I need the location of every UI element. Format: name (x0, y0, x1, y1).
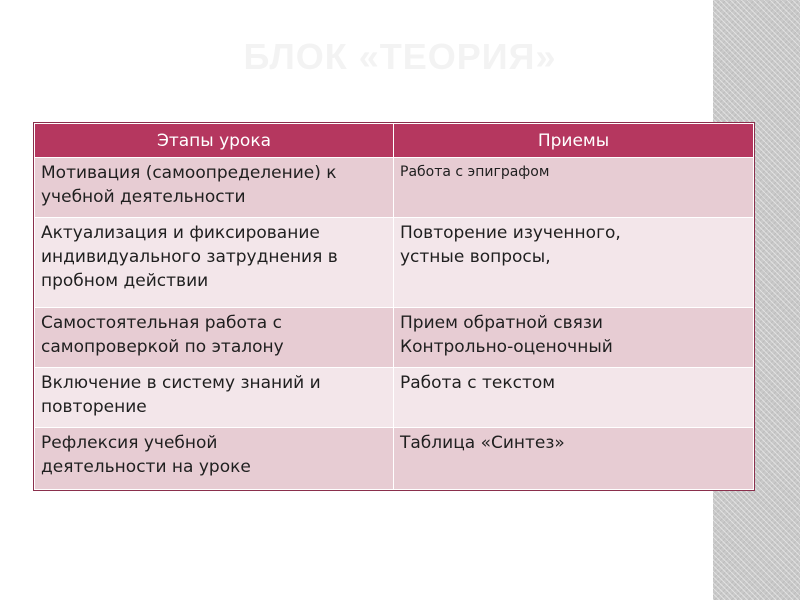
stage-cell (35, 428, 394, 490)
stage-line: Мотивация (самоопределение) к (41, 163, 337, 183)
stage-line: индивидуального затруднения в (41, 247, 338, 267)
stage-line: Самостоятельная работа с (41, 313, 282, 333)
technique-cell (394, 158, 754, 218)
technique-line: Работа с текстом (400, 373, 556, 393)
table-row (35, 158, 754, 218)
stage-cell (35, 158, 394, 218)
stage-cell (35, 308, 394, 368)
stage-line: Актуализация и фиксирование (41, 223, 320, 243)
table-row (35, 308, 754, 368)
technique-line: Таблица «Синтез» (400, 433, 565, 453)
header-techniques: Приемы (394, 124, 754, 158)
stage-cell (35, 218, 394, 308)
technique-line: Прием обратной связи (400, 313, 603, 333)
slide-title: БЛОК «ТЕОРИЯ» (243, 36, 557, 77)
stage-line: пробном действии (41, 271, 209, 291)
technique-line: Контрольно-оценочный (400, 337, 613, 357)
technique-cell (394, 308, 754, 368)
stage-line: Включение в систему знаний и (41, 373, 321, 393)
table-row (35, 368, 754, 428)
stage-cell (35, 368, 394, 428)
technique-cell (394, 218, 754, 308)
stage-line: самопроверкой по эталону (41, 337, 284, 357)
header-stages: Этапы урока (35, 124, 394, 158)
stage-line: повторение (41, 397, 147, 417)
table-row (35, 218, 754, 308)
technique-line: Повторение изученного, (400, 223, 621, 243)
table-row (35, 428, 754, 490)
technique-line: Работа с эпиграфом (400, 164, 550, 180)
technique-cell (394, 428, 754, 490)
stage-line: деятельности на уроке (41, 457, 251, 477)
table-header-row (35, 124, 754, 158)
stage-line: учебной деятельности (41, 187, 246, 207)
stage-line: Рефлексия учебной (41, 433, 218, 453)
technique-line: устные вопросы, (400, 247, 551, 267)
technique-cell (394, 368, 754, 428)
lesson-stages-table (34, 123, 754, 490)
